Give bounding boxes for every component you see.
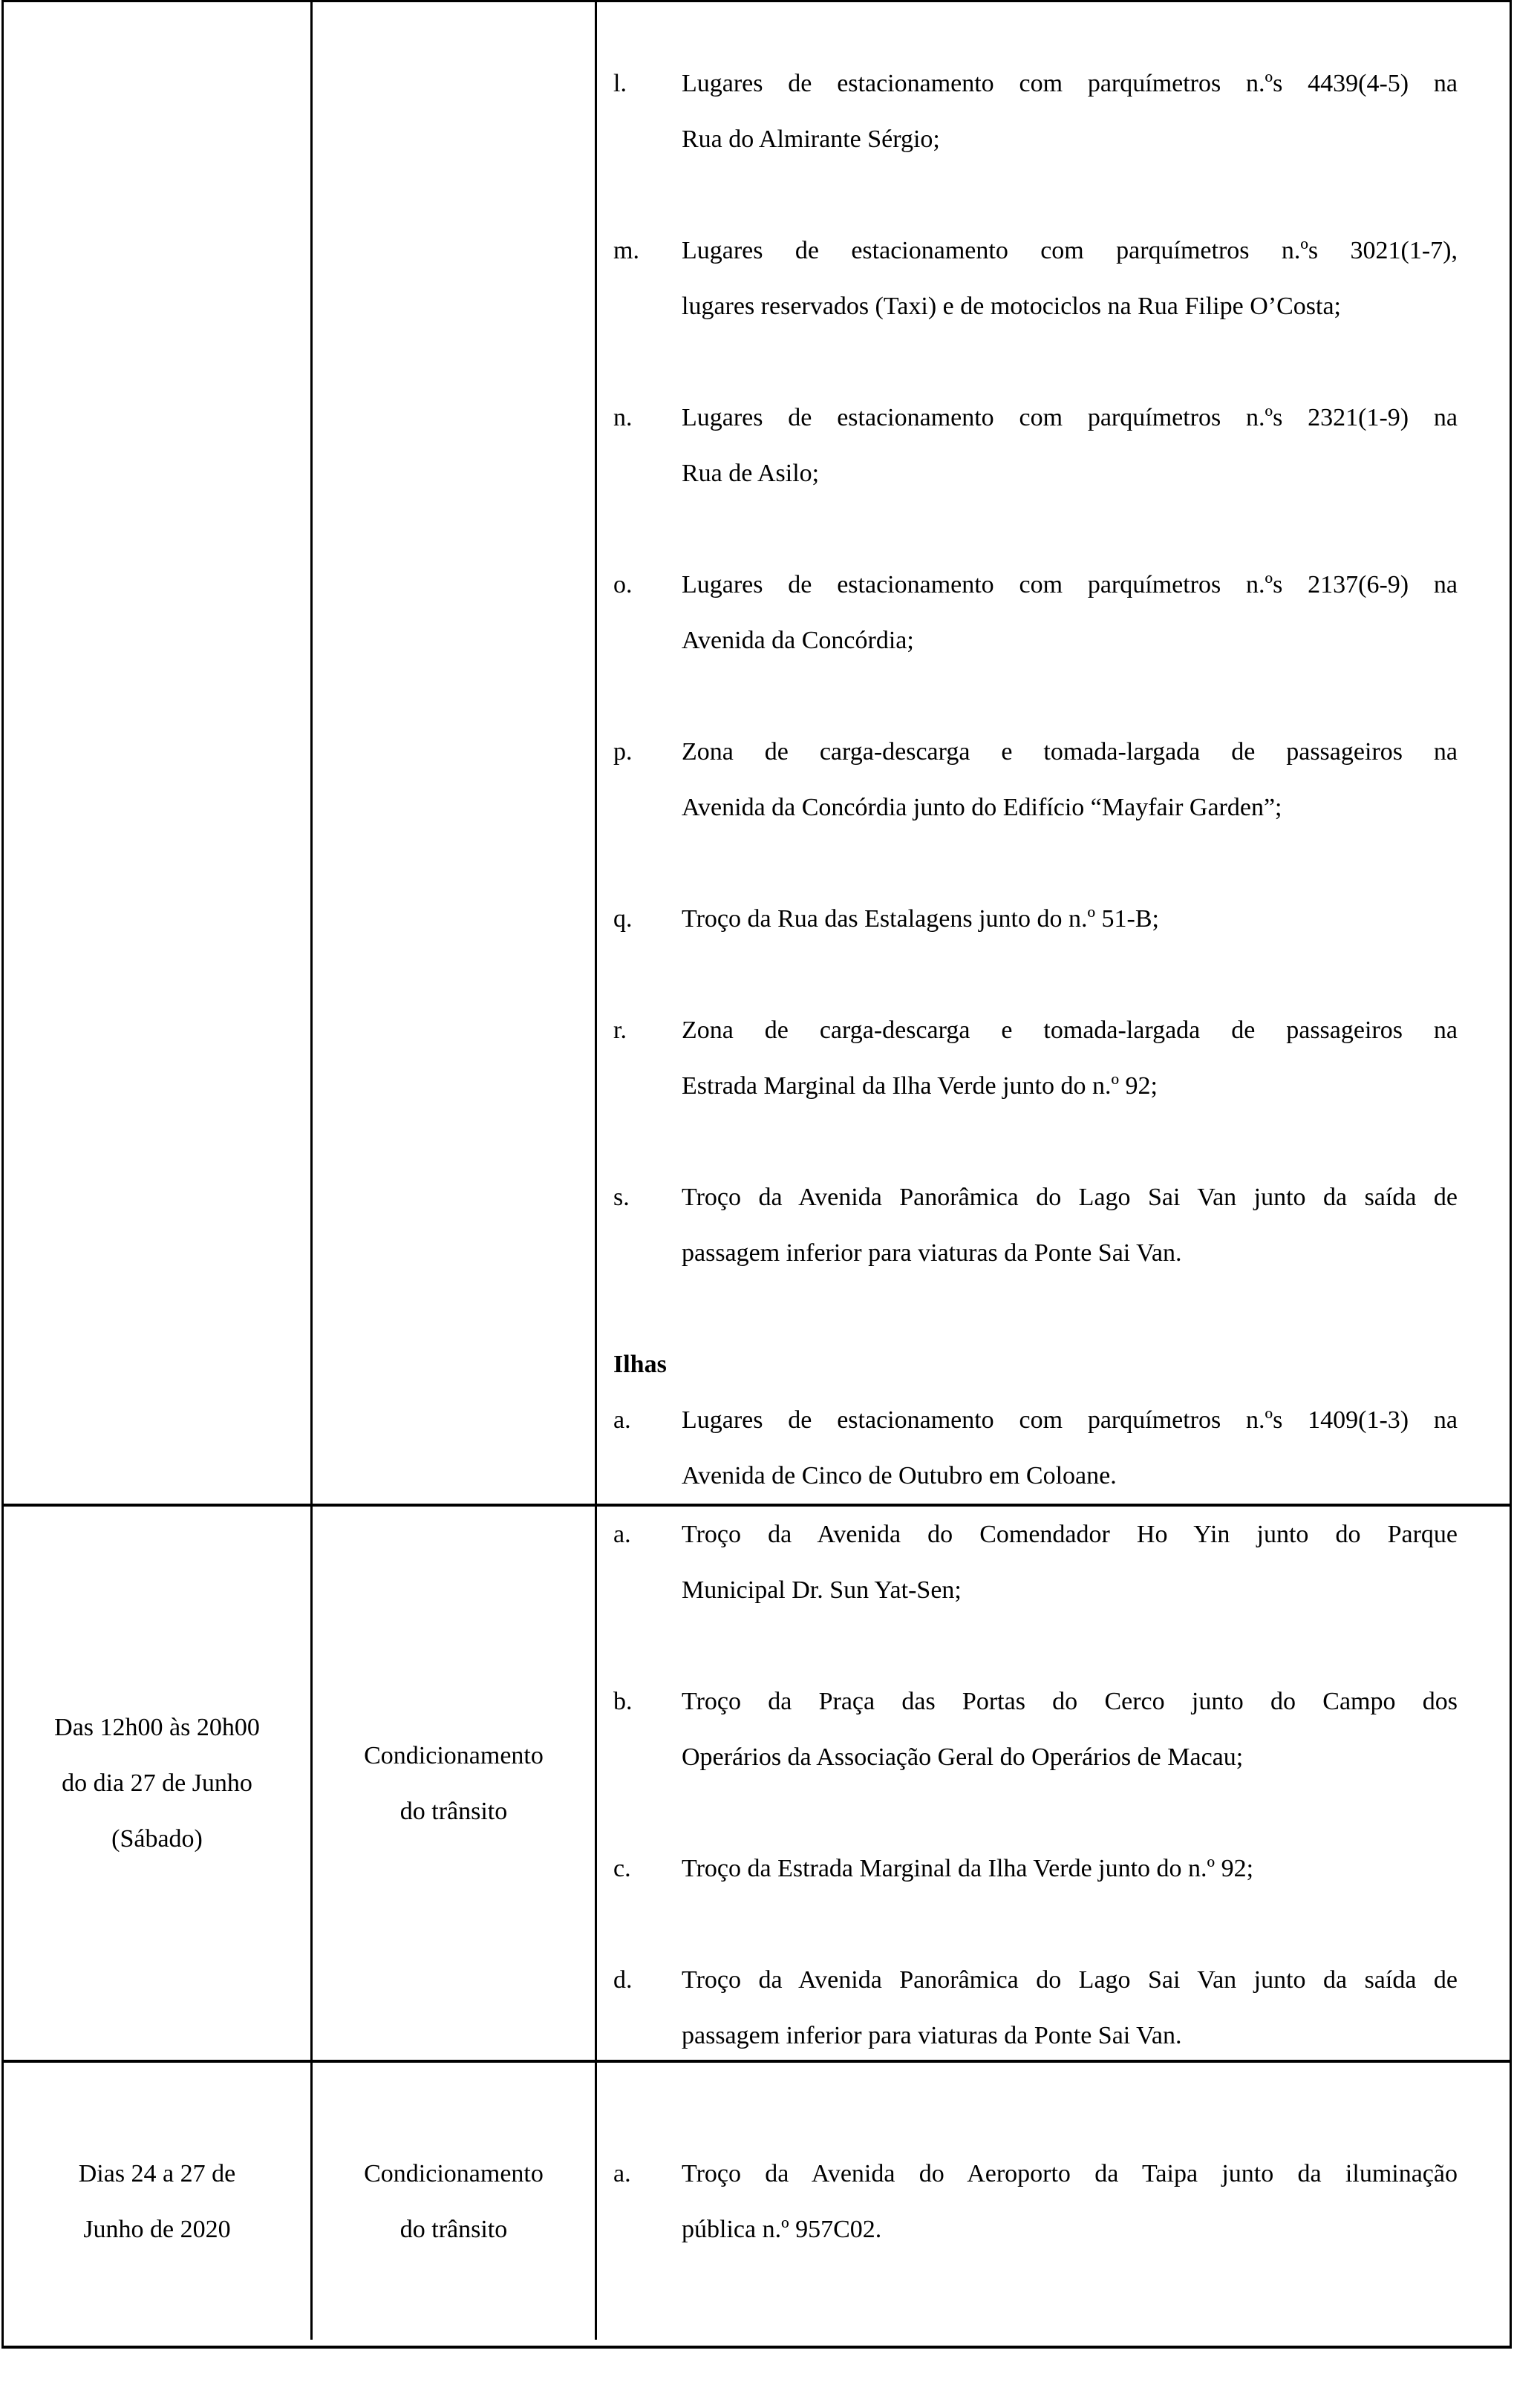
location-item xyxy=(613,223,1458,334)
item-line: pública n.º 957C02. xyxy=(682,2215,882,2243)
item-letter: n. xyxy=(613,404,633,431)
item-letter: q. xyxy=(613,905,633,933)
location-item xyxy=(613,390,1458,501)
location-item xyxy=(613,1841,1458,1896)
location-item xyxy=(613,557,1458,668)
time-cell xyxy=(4,2063,313,2340)
item-line: Troço da Avenida do Comendador Ho Yin junto do Parque xyxy=(682,1521,1458,1548)
item-lines xyxy=(682,2146,1458,2257)
item-lines xyxy=(682,390,1458,501)
item-lines xyxy=(682,223,1458,334)
item-letter: s. xyxy=(613,1184,630,1211)
item-line: lugares reservados (Taxi) e de motociclos na Rua Filipe O’Costa; xyxy=(682,293,1341,320)
locations-cell xyxy=(597,2,1510,1504)
location-item xyxy=(613,2146,1458,2257)
time-line: Das 12h00 às 20h00 xyxy=(54,1714,260,1741)
time-cell xyxy=(4,1507,313,2060)
item-line: Troço da Praça das Portas do Cerco junto do Campo dos xyxy=(682,1688,1458,1715)
item-line: Lugares de estacionamento com parquímetros n.ºs 1409(1-3) na xyxy=(682,1406,1458,1434)
location-item xyxy=(613,1392,1458,1504)
item-line: Lugares de estacionamento com parquímetros n.ºs 3021(1-7), xyxy=(682,237,1458,264)
table-row xyxy=(4,2,1510,1504)
restriction-line: do trânsito xyxy=(399,2215,508,2243)
item-line: Troço da Rua das Estalagens junto do n.º 51-B; xyxy=(682,905,1159,933)
restriction-line: Condicionamento xyxy=(364,2159,544,2187)
table-row xyxy=(4,1504,1510,2060)
location-item xyxy=(613,1002,1458,1114)
restriction-line: do trânsito xyxy=(399,1797,508,1825)
locations-cell xyxy=(597,1507,1510,2060)
item-line: Troço da Avenida Panorâmica do Lago Sai Van junto da saída de xyxy=(682,1184,1458,1211)
location-item xyxy=(613,1674,1458,1785)
item-lines xyxy=(682,1674,1458,1785)
item-line: Zona de carga-descarga e tomada-largada de passageiros na xyxy=(682,1017,1458,1044)
item-line: Operários da Associação Geral do Operários de Macau; xyxy=(682,1743,1244,1771)
item-line: Rua de Asilo; xyxy=(682,460,820,487)
restriction-cell xyxy=(313,1507,597,2060)
time-line: (Sábado) xyxy=(111,1825,203,1853)
item-letter: d. xyxy=(613,1966,633,1994)
item-lines xyxy=(682,56,1458,167)
item-line: Estrada Marginal da Ilha Verde junto do n.º 92; xyxy=(682,1072,1158,1100)
restriction-line: Condicionamento xyxy=(364,1741,544,1769)
restriction-cell xyxy=(313,2,597,1504)
item-lines xyxy=(682,891,1458,947)
item-line: Troço da Estrada Marginal da Ilha Verde junto do n.º 92; xyxy=(682,1855,1254,1882)
location-item xyxy=(613,1952,1458,2060)
time-line: Junho de 2020 xyxy=(83,2215,231,2243)
item-line: Rua do Almirante Sérgio; xyxy=(682,125,940,153)
item-letter: a. xyxy=(613,2159,631,2187)
locations-cell xyxy=(597,2063,1510,2340)
item-lines xyxy=(682,557,1458,668)
item-letter: a. xyxy=(613,1521,631,1548)
item-lines xyxy=(682,1392,1458,1504)
location-item xyxy=(613,1507,1458,1618)
location-item xyxy=(613,56,1458,167)
ilhas-heading: Ilhas xyxy=(613,1351,667,1378)
traffic-restriction-table xyxy=(1,0,1512,2349)
location-item xyxy=(613,724,1458,835)
item-line: passagem inferior para viaturas da Ponte Sai Van. xyxy=(682,1239,1182,1267)
item-lines xyxy=(682,724,1458,835)
time-line: Dias 24 a 27 de xyxy=(78,2159,236,2187)
time-line: do dia 27 de Junho xyxy=(62,1769,252,1797)
item-line: Avenida de Cinco de Outubro em Coloane. xyxy=(682,1462,1117,1489)
item-letter: r. xyxy=(613,1017,627,1044)
time-cell xyxy=(4,2,313,1504)
item-line: Municipal Dr. Sun Yat-Sen; xyxy=(682,1576,962,1604)
item-lines xyxy=(682,1507,1458,1618)
item-line: Lugares de estacionamento com parquímetros n.ºs 2137(6-9) na xyxy=(682,571,1458,598)
item-line: Zona de carga-descarga e tomada-largada de passageiros na xyxy=(682,738,1458,766)
item-letter: m. xyxy=(613,237,639,264)
item-letter: b. xyxy=(613,1688,633,1715)
item-lines xyxy=(682,1169,1458,1281)
item-line: Lugares de estacionamento com parquímetros n.ºs 4439(4-5) na xyxy=(682,70,1458,97)
item-letter: o. xyxy=(613,571,633,598)
restriction-cell xyxy=(313,2063,597,2340)
item-letter: a. xyxy=(613,1406,631,1434)
item-lines xyxy=(682,1952,1458,2060)
item-letter: l. xyxy=(613,70,627,97)
item-lines xyxy=(682,1002,1458,1114)
location-item xyxy=(613,1169,1458,1281)
location-item xyxy=(613,891,1458,947)
item-line: Troço da Avenida Panorâmica do Lago Sai Van junto da saída de xyxy=(682,1966,1458,1994)
item-letter: p. xyxy=(613,738,633,766)
item-line: passagem inferior para viaturas da Ponte Sai Van. xyxy=(682,2022,1182,2049)
item-letter: c. xyxy=(613,1855,631,1882)
table-row xyxy=(4,2060,1510,2340)
item-line: Avenida da Concórdia; xyxy=(682,627,914,654)
item-line: Avenida da Concórdia junto do Edifício “Mayfair Garden”; xyxy=(682,794,1282,821)
item-line: Troço da Avenida do Aeroporto da Taipa junto da iluminação xyxy=(682,2159,1458,2187)
item-lines xyxy=(682,1841,1458,1896)
item-line: Lugares de estacionamento com parquímetros n.ºs 2321(1-9) na xyxy=(682,404,1458,431)
